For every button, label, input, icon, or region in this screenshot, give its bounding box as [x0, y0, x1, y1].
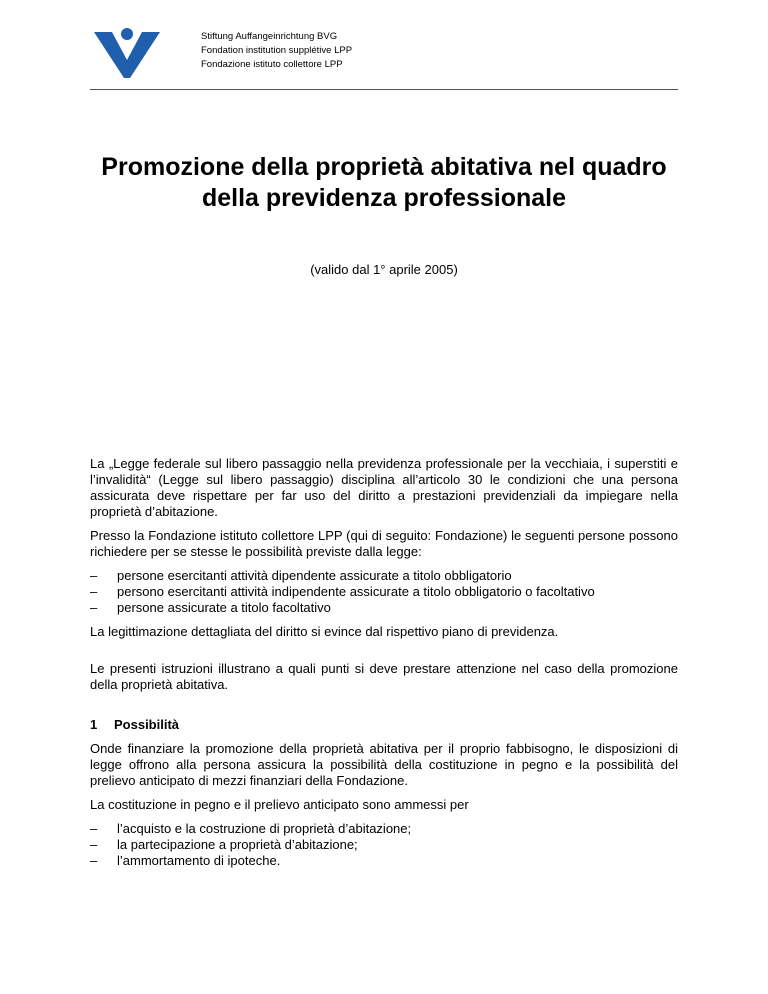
organization-names [201, 30, 352, 72]
legitimation-paragraph: La legittimazione dettagliata del diritto si evince dal rispettivo piano di previdenza. [90, 624, 559, 639]
admissible-uses-paragraph: La costituzione in pegno e il prelievo anticipato sono ammessi per [90, 797, 469, 812]
foundation-logo-icon [90, 24, 162, 80]
possibilities-paragraph: Onde finanziare la promozione della proprietà abitativa per il proprio fabbisogno, le disposizioni di legge offrono alla persona assicura la possibilità della costituzione in pegno e la possibilità del prelievo anticipato di mezzi finanziari della Fondazione. [90, 741, 678, 788]
list-item: – l’ammortamento di ipoteche. [90, 853, 678, 869]
section-heading [90, 717, 678, 733]
section-number: 1 [90, 717, 98, 732]
list-item: – persone assicurate a titolo facoltativo [90, 600, 678, 616]
org-name-de: Stiftung Auffangeinrichtung BVG [201, 31, 338, 42]
title-line-1: Promozione della proprietà abitativa nel quadro [101, 153, 667, 181]
document-body [90, 456, 678, 877]
document-title [80, 152, 688, 214]
title-line-2: della previdenza professionale [201, 184, 566, 212]
eligibility-paragraph: Presso la Fondazione istituto collettore LPP (qui di seguito: Fondazione) le seguenti persone possono richiedere per se stesse le possibilità previste dalla legge: [90, 528, 678, 559]
org-name-it: Fondazione istituto collettore LPP [201, 59, 343, 70]
list-item: – la partecipazione a proprietà d’abitazione; [90, 837, 678, 853]
validity-date: (valido dal 1° aprile 2005) [310, 262, 458, 277]
list-item: – persone esercitanti attività dipendente assicurate a titolo obbligatorio [90, 568, 678, 584]
list-item: – persono esercitanti attività indipendente assicurate a titolo obbligatorio o facoltativo [90, 584, 678, 600]
header-divider [90, 89, 678, 90]
section-title: Possibilità [114, 717, 180, 732]
org-name-fr: Fondation institution supplétive LPP [201, 45, 353, 56]
admissible-uses-list [90, 821, 678, 869]
list-item: – l’acquisto e la costruzione di proprietà d’abitazione; [90, 821, 678, 837]
eligible-persons-list [90, 568, 678, 616]
instructions-paragraph: Le presenti istruzioni illustrano a quali punti si deve prestare attenzione nel caso della promozione della proprietà abitativa. [90, 661, 678, 692]
intro-paragraph: La „Legge federale sul libero passaggio nella previdenza professionale per la vecchiaia, i superstiti e l’invalidità“ (Legge sul libero passaggio) disciplina all’articolo 30 le condizioni che una persona assicurata deve rispettare per far uso del diritto a prestazioni previdenziali da impiegare nella proprietà d’abitazione. [90, 456, 678, 519]
